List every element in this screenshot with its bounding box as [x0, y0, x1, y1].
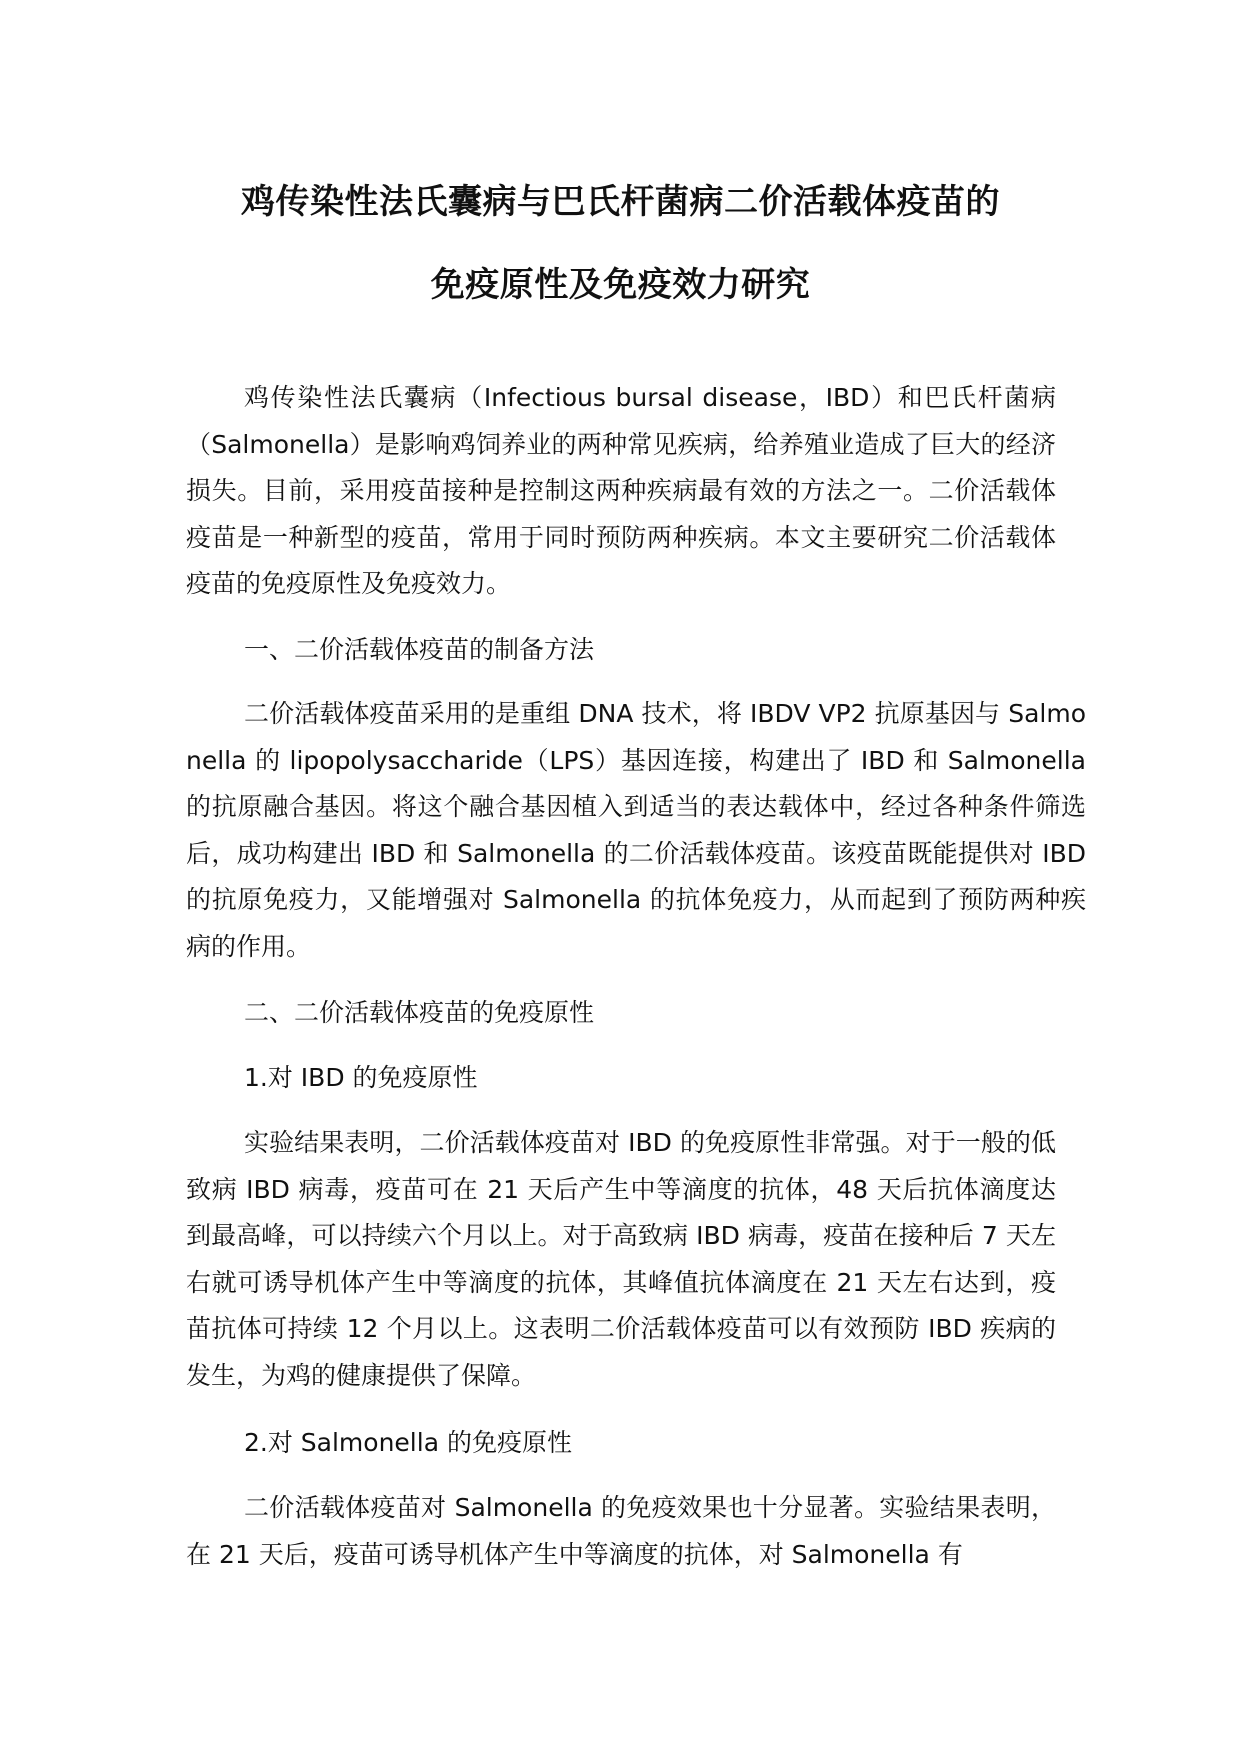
section-1-heading: 一、二价活载体疫苗的制备方法: [244, 635, 595, 664]
subsection-2-heading: 2.对 Salmonella 的免疫原性: [244, 1428, 572, 1457]
document-title-line-2: 免疫原性及免疫效力研究: [430, 265, 811, 305]
section-1-paragraph: 二价活载体疫苗采用的是重组 DNA 技术，将 IBDV VP2 抗原基因与 Salmonella 的 lipopolysaccharide（LPS）基因连接，构建出了 IBD 和 Salmonella 的抗原融合基因。将这个融合基因植入到适当的表达载体中，经过各种条件筛选后，成功构建出 IBD 和 Salmonella 的二价活载体疫苗。该疫苗既能提供对 IBD 的抗原免疫力，又能增强对 Salmonella 的抗体免疫力，从而起到了预防两种疾病的作用。: [186, 699, 1086, 961]
document-title-line-1: 鸡传染性法氏囊病与巴氏杆菌病二价活载体疫苗的: [241, 182, 1000, 222]
subsection-2-paragraph: 二价活载体疫苗对 Salmonella 的免疫效果也十分显著。实验结果表明，在 21 天后，疫苗可诱导机体产生中等滴度的抗体，对 Salmonella 有: [186, 1493, 1056, 1569]
subsection-1-paragraph: 实验结果表明，二价活载体疫苗对 IBD 的免疫原性非常强。对于一般的低致病 IBD 病毒，疫苗可在 21 天后产生中等滴度的抗体，48 天后抗体滴度达到最高峰，可以持续六个月以上。对于高致病 IBD 病毒，疫苗在接种后 7 天左右就可诱导机体产生中等滴度的抗体，其峰值抗体滴度在 21 天左右达到，疫苗抗体可持续 12 个月以上。这表明二价活载体疫苗可以有效预防 IBD 疾病的发生，为鸡的健康提供了保障。: [186, 1128, 1056, 1390]
section-2-heading: 二、二价活载体疫苗的免疫原性: [244, 998, 595, 1027]
intro-paragraph: 鸡传染性法氏囊病（Infectious bursal disease，IBD）和巴氏杆菌病（Salmonella）是影响鸡饲养业的两种常见疾病，给养殖业造成了巨大的经济损失。目前，采用疫苗接种是控制这两种疾病最有效的方法之一。二价活载体疫苗是一种新型的疫苗，常用于同时预防两种疾病。本文主要研究二价活载体疫苗的免疫原性及免疫效力。: [186, 383, 1056, 598]
subsection-1-heading: 1.对 IBD 的免疫原性: [244, 1063, 478, 1092]
